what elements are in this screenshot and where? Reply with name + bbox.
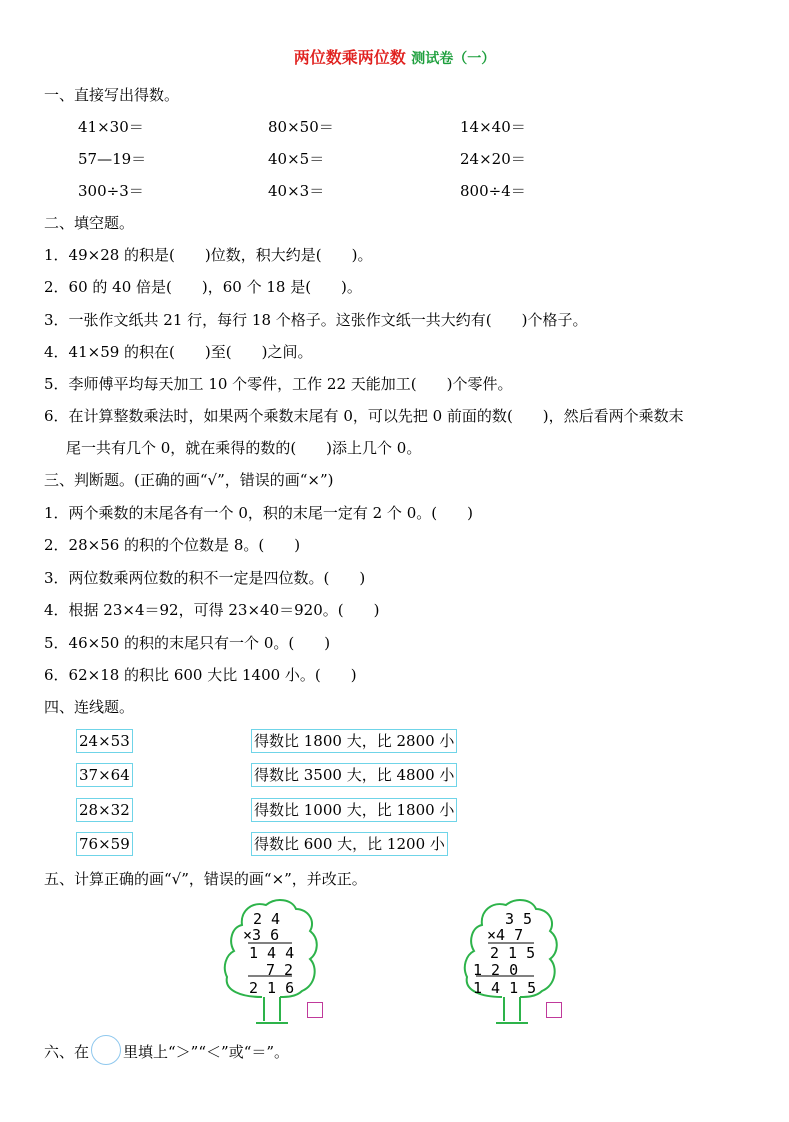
s1-problem: 300÷3＝ bbox=[78, 182, 144, 200]
calc2-partial1: 2 1 5 bbox=[490, 944, 536, 962]
s1-problem: 40×5＝ bbox=[268, 150, 325, 168]
title-sub: 测试卷（一） bbox=[411, 51, 496, 67]
calc2-multiplicand: 3 5 bbox=[505, 910, 533, 928]
s3-item: 2．28×56 的积的个位数是 8。( ) bbox=[44, 536, 301, 554]
page-title bbox=[0, 50, 789, 66]
match-left-item[interactable]: 24×53 bbox=[76, 729, 133, 753]
calc1-multiplicand: 2 4 bbox=[253, 910, 281, 928]
section3-heading: 三、判断题。(正确的画“√”，错误的画“×”) bbox=[44, 471, 334, 489]
s3-item: 1．两个乘数的末尾各有一个 0，积的末尾一定有 2 个 0。( ) bbox=[44, 504, 473, 522]
match-right-item[interactable]: 得数比 3500 大，比 4800 小 bbox=[251, 763, 457, 787]
s6-prefix: 六、在 bbox=[44, 1043, 90, 1061]
match-right-item[interactable]: 得数比 600 大，比 1200 小 bbox=[251, 832, 448, 856]
calc2-result: 1 4 1 5 bbox=[473, 979, 537, 997]
s2-item: 2．60 的 40 倍是( )，60 个 18 是( )。 bbox=[44, 278, 362, 296]
section4-heading: 四、连线题。 bbox=[44, 698, 135, 716]
match-left-item[interactable]: 37×64 bbox=[76, 763, 133, 787]
calc1-result: 2 1 6 bbox=[249, 979, 295, 997]
answer-square[interactable] bbox=[546, 1002, 562, 1018]
section1-heading: 一、直接写出得数。 bbox=[44, 86, 180, 104]
match-right-item[interactable]: 得数比 1800 大，比 2800 小 bbox=[251, 729, 457, 753]
circle-blank-icon bbox=[91, 1035, 121, 1065]
s1-problem: 14×40＝ bbox=[460, 118, 526, 136]
calc1-multiplier: ×3 6 bbox=[243, 926, 280, 944]
calc2-partial2: 1 2 0 bbox=[473, 961, 519, 979]
s2-item: 1．49×28 的积是( )位数，积大约是( )。 bbox=[44, 246, 373, 264]
s1-problem: 57—19＝ bbox=[78, 150, 147, 168]
match-left-item[interactable]: 28×32 bbox=[76, 798, 133, 822]
s3-item: 4．根据 23×4＝92，可得 23×40＝920。( ) bbox=[44, 601, 380, 619]
s2-item: 3．一张作文纸共 21 行，每行 18 个格子。这张作文纸一共大约有( )个格子。 bbox=[44, 311, 588, 329]
s1-problem: 41×30＝ bbox=[78, 118, 144, 136]
section6-heading bbox=[44, 1041, 289, 1065]
section5-heading: 五、计算正确的画“√”，错误的画“×”，并改正。 bbox=[44, 870, 367, 888]
answer-square[interactable] bbox=[307, 1002, 323, 1018]
match-left-item[interactable]: 76×59 bbox=[76, 832, 133, 856]
calc1-partial2: 7 2 bbox=[266, 961, 294, 979]
s2-item: 6．在计算整数乘法时，如果两个乘数末尾有 0，可以先把 0 前面的数( )，然后看两个乘数末 bbox=[44, 407, 684, 425]
s1-problem: 40×3＝ bbox=[268, 182, 325, 200]
s6-suffix: 里填上“＞”“＜”或“＝”。 bbox=[123, 1043, 290, 1061]
s3-item: 6．62×18 的积比 600 大比 1400 小。( ) bbox=[44, 666, 357, 684]
title-main: 两位数乘两位数 bbox=[293, 48, 406, 67]
match-right-item[interactable]: 得数比 1000 大，比 1800 小 bbox=[251, 798, 457, 822]
calc2-multiplier: ×4 7 bbox=[487, 926, 524, 944]
s2-item-continued: 尾一共有几个 0，就在乘得的数的( )添上几个 0。 bbox=[66, 439, 422, 457]
s1-problem: 80×50＝ bbox=[268, 118, 334, 136]
s1-problem: 800÷4＝ bbox=[460, 182, 526, 200]
s3-item: 5．46×50 的积的末尾只有一个 0。( ) bbox=[44, 634, 331, 652]
calc1-partial1: 1 4 4 bbox=[249, 944, 295, 962]
s2-item: 4．41×59 的积在( )至( )之间。 bbox=[44, 343, 313, 361]
s2-item: 5．李师傅平均每天加工 10 个零件，工作 22 天能加工( )个零件。 bbox=[44, 375, 513, 393]
section2-heading: 二、填空题。 bbox=[44, 214, 135, 232]
s3-item: 3．两位数乘两位数的积不一定是四位数。( ) bbox=[44, 569, 366, 587]
s1-problem: 24×20＝ bbox=[460, 150, 526, 168]
